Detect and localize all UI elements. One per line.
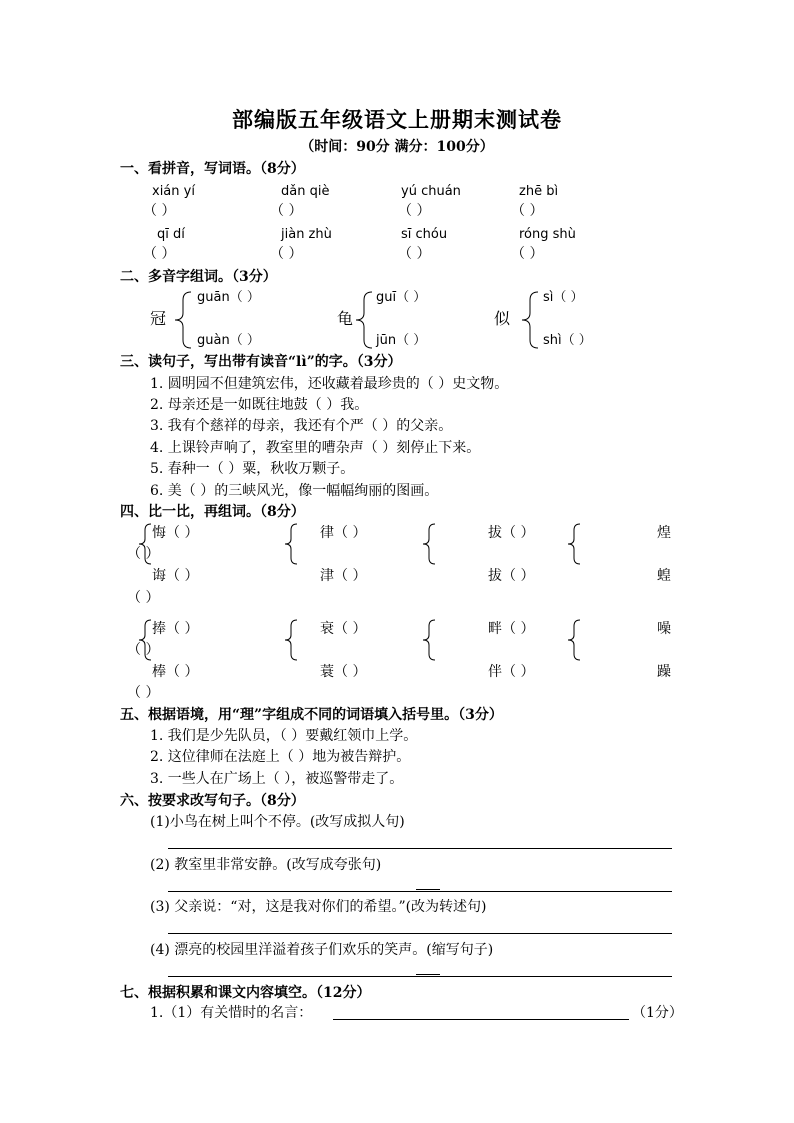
question-item: 1. 我们是少先队员，（ ）要戴红领巾上学。 bbox=[150, 728, 418, 744]
compare-word[interactable]: 悔（ ） bbox=[152, 525, 199, 541]
compare-word[interactable]: 拔（ ） bbox=[488, 525, 535, 541]
polyphone-blank[interactable]: shì（ ） bbox=[543, 333, 592, 348]
answer-blank[interactable]: （ ） bbox=[270, 203, 303, 219]
answer-line[interactable] bbox=[168, 848, 672, 849]
answer-blank[interactable]: （ ） bbox=[127, 590, 160, 606]
answer-blank[interactable]: （ ） bbox=[143, 203, 176, 219]
section-4-heading: 四、比一比，再组词。（8分） bbox=[120, 504, 305, 520]
pinyin-7: sī chóu bbox=[401, 227, 448, 242]
brace-icon bbox=[566, 619, 582, 661]
rewrite-prompt: (3) 父亲说：“对，这是我对你们的希望。”(改为转述句) bbox=[150, 899, 487, 915]
section-7-heading: 七、根据积累和课文内容填空。（12分） bbox=[120, 985, 371, 1001]
compare-char: 躁 bbox=[657, 664, 671, 680]
question-item: 3. 一些人在广场上（ ），被巡警带走了。 bbox=[150, 771, 404, 787]
answer-line[interactable] bbox=[168, 891, 672, 892]
section-2-heading: 二、多音字组词。（3分） bbox=[120, 269, 277, 285]
compare-char: 蝗 bbox=[657, 568, 671, 584]
score-label: （1分） bbox=[632, 1005, 683, 1021]
pinyin-2: dǎn qiè bbox=[281, 184, 330, 199]
question-item: 3. 我有个慈祥的母亲，我还有个严（ ）的父亲。 bbox=[150, 418, 453, 434]
polyphone-blank[interactable]: guàn（ ） bbox=[197, 333, 260, 348]
question-item: 6. 美（ ）的三峡风光，像一幅幅绚丽的图画。 bbox=[150, 483, 439, 499]
polyphone-blank[interactable]: jūn（ ） bbox=[376, 333, 427, 348]
answer-blank[interactable]: （ ） bbox=[398, 246, 431, 262]
pinyin-8: róng shù bbox=[519, 227, 576, 242]
answer-line[interactable] bbox=[333, 1019, 629, 1020]
divider bbox=[416, 889, 440, 890]
brace-icon bbox=[421, 619, 437, 661]
question-item: 5. 春种一（ ）粟，秋收万颗子。 bbox=[150, 461, 355, 477]
compare-word[interactable]: 衰（ ） bbox=[320, 621, 367, 637]
rewrite-prompt: (2) 教室里非常安静。(改写成夸张句) bbox=[150, 857, 382, 873]
brace-icon bbox=[354, 291, 374, 349]
section-6-heading: 六、按要求改写句子。（8分） bbox=[120, 793, 305, 809]
page-title: 部编版五年级语文上册期末测试卷 bbox=[232, 107, 562, 132]
answer-blank[interactable]: （ ） bbox=[143, 246, 176, 262]
question-item: 2. 母亲还是一如既往地鼓（ ）我。 bbox=[150, 397, 369, 413]
pinyin-5: qī dí bbox=[157, 227, 185, 242]
rewrite-prompt: (4) 漂亮的校园里洋溢着孩子们欢乐的笑声。(缩写句子) bbox=[150, 942, 494, 958]
pinyin-4: zhē bì bbox=[519, 184, 559, 199]
section-3-heading: 三、读句子，写出带有读音“lì”的字。（3分） bbox=[120, 354, 402, 370]
polyphone-char: 似 bbox=[494, 309, 511, 328]
brace-icon bbox=[283, 619, 299, 661]
pinyin-3: yú chuán bbox=[401, 184, 461, 199]
polyphone-blank[interactable]: sì（ ） bbox=[543, 290, 584, 305]
rewrite-prompt: (1)小鸟在树上叫个不停。(改写成拟人句) bbox=[150, 814, 405, 830]
compare-char: 煌 bbox=[657, 525, 671, 541]
question-item: 1. 圆明园不但建筑宏伟，还收藏着最珍贵的（ ）史文物。 bbox=[150, 376, 509, 392]
question-item: 2. 这位律师在法庭上（ ）地为被告辩护。 bbox=[150, 749, 411, 765]
compare-word[interactable]: 畔（ ） bbox=[488, 621, 535, 637]
brace-icon bbox=[173, 291, 193, 349]
answer-blank[interactable]: （ ） bbox=[127, 546, 160, 562]
brace-icon bbox=[566, 523, 582, 565]
compare-word[interactable]: 拔（ ） bbox=[488, 568, 535, 584]
polyphone-blank[interactable]: guān（ ） bbox=[197, 290, 260, 305]
compare-word[interactable]: 诲（ ） bbox=[152, 568, 199, 584]
answer-blank[interactable]: （ ） bbox=[511, 203, 544, 219]
answer-line[interactable] bbox=[168, 933, 672, 934]
answer-blank[interactable]: （ ） bbox=[127, 642, 160, 658]
question-item: 4. 上课铃声响了，教室里的嘈杂声（ ）刻停止下来。 bbox=[150, 440, 481, 456]
compare-word[interactable]: 棒（ ） bbox=[152, 664, 199, 680]
compare-word[interactable]: 伴（ ） bbox=[488, 664, 535, 680]
compare-word[interactable]: 律（ ） bbox=[320, 525, 367, 541]
brace-icon bbox=[520, 291, 540, 349]
answer-blank[interactable]: （ ） bbox=[511, 246, 544, 262]
answer-blank[interactable]: （ ） bbox=[270, 246, 303, 262]
compare-word[interactable]: 蓑（ ） bbox=[320, 664, 367, 680]
answer-line[interactable] bbox=[168, 976, 672, 977]
compare-word[interactable]: 捧（ ） bbox=[152, 621, 199, 637]
brace-icon bbox=[421, 523, 437, 565]
polyphone-blank[interactable]: guī（ ） bbox=[376, 290, 427, 305]
answer-blank[interactable]: （ ） bbox=[398, 203, 431, 219]
brace-icon bbox=[283, 523, 299, 565]
compare-char: 噪 bbox=[657, 621, 671, 637]
fill-item-label: 1.（1）有关惜时的名言： bbox=[150, 1005, 313, 1021]
polyphone-char: 冠 bbox=[150, 309, 167, 328]
pinyin-1: xián yí bbox=[152, 184, 195, 199]
divider bbox=[416, 974, 440, 975]
section-1-heading: 一、看拼音，写词语。（8分） bbox=[120, 161, 305, 177]
polyphone-char: 龟 bbox=[337, 309, 354, 328]
compare-word[interactable]: 津（ ） bbox=[320, 568, 367, 584]
answer-blank[interactable]: （ ） bbox=[127, 685, 160, 701]
section-5-heading: 五、根据语境，用“理”字组成不同的词语填入括号里。（3分） bbox=[120, 707, 503, 723]
exam-info: （时间：90分 满分：100分） bbox=[300, 139, 494, 155]
pinyin-6: jiàn zhù bbox=[281, 227, 332, 242]
